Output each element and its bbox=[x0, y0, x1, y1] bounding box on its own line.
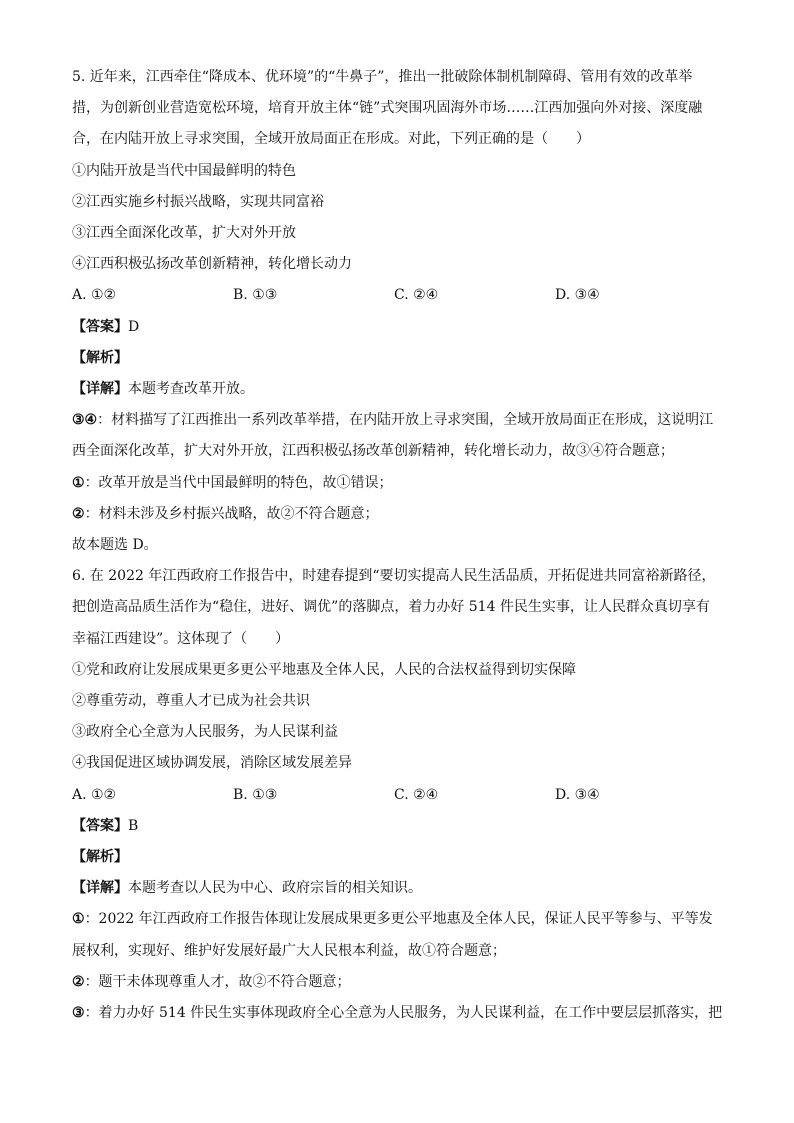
q6-stem-line: 6. 在 2022 年江西政府工作报告中，时建春提到“要切实提高人民生活品质，开拓促进共同富裕新路径， bbox=[72, 568, 716, 585]
q6-option-c: C. ②④ bbox=[394, 786, 439, 803]
document-page bbox=[72, 62, 724, 1029]
q5-option-b: B. ①③ bbox=[233, 287, 278, 304]
q5-item: ③江西全面深化改革，扩大对外开放 bbox=[72, 225, 296, 242]
detail-text: 本题考查以人民为中心、政府宗旨的相关知识。 bbox=[128, 880, 422, 897]
detail-label: 【详解】 bbox=[72, 880, 128, 897]
q6-stem-line: 幸福江西建设”。这体现了（ ） bbox=[72, 630, 290, 647]
explanation-mark: ③ bbox=[72, 1005, 85, 1022]
q5-item: ④江西积极弘扬改革创新精神，转化增长动力 bbox=[72, 256, 352, 273]
answer-label: 【答案】 bbox=[72, 817, 128, 834]
q5-analysis-label: 【解析】 bbox=[72, 349, 128, 366]
q6-item: ③政府全心全意为人民服务，为人民谋利益 bbox=[72, 724, 338, 741]
q5-detail bbox=[72, 374, 724, 405]
q6-explanation bbox=[72, 967, 724, 998]
q5-explanation bbox=[72, 499, 724, 530]
q5-option-c: C. ②④ bbox=[394, 287, 439, 304]
q5-option-d: D. ③④ bbox=[555, 287, 600, 304]
explanation-mark: ① bbox=[72, 911, 85, 928]
q5-option-a: A. ①② bbox=[72, 287, 117, 304]
explanation-text: ：材料未涉及乡村振兴战略，故②不符合题意； bbox=[84, 505, 379, 522]
q6-item: ②尊重劳动，尊重人才已成为社会共识 bbox=[72, 693, 310, 710]
explanation-mark: ② bbox=[72, 973, 85, 990]
q5-stem-line: 5. 近年来，江西牵住“降成本、优环境”的“牛鼻子”，推出一批破除体制机制障碍、管用有效的改革举 bbox=[72, 69, 693, 85]
q6-item: ④我国促进区域协调发展，消除区域发展差异 bbox=[72, 755, 352, 772]
q6-explanation bbox=[72, 904, 724, 935]
answer-value: B bbox=[128, 817, 139, 834]
q6-stem-line: 把创造高品质生活作为“稳住，进好、调优”的落脚点，着力办好 514 件民生实事，让人民群众真切享有 bbox=[72, 599, 710, 616]
q5-item: ②江西实施乡村振兴战略，实现共同富裕 bbox=[72, 193, 324, 210]
explanation-text: ：材料描写了江西推出一系列改革举措，在内陆开放上寻求突围，全域开放局面正在形成，这说明江 bbox=[97, 412, 714, 429]
q5-stem-line: 措，为创新创业营造宽松环境，培育开放主体“链”式突围巩固海外市场……江西加强向外对接、深度融 bbox=[72, 100, 703, 117]
explanation-text: ：题干未体现尊重人才，故②不符合题意； bbox=[84, 973, 351, 990]
explanation-text: 展权利，实现好、维护好发展好最广大人民根本利益，故①符合题意； bbox=[72, 942, 506, 959]
explanation-mark: ③④ bbox=[72, 412, 98, 429]
q6-options bbox=[72, 780, 724, 811]
q6-option-a: A. ①② bbox=[72, 786, 117, 803]
q5-options bbox=[72, 280, 724, 311]
detail-label: 【详解】 bbox=[72, 381, 128, 398]
question-6 bbox=[72, 561, 724, 1029]
explanation-mark: ② bbox=[72, 505, 85, 522]
q6-detail bbox=[72, 873, 724, 904]
detail-text: 本题考查改革开放。 bbox=[128, 381, 254, 398]
explanation-text: ：着力办好 514 件民生实事体现政府全心全意为人民服务，为人民谋利益，在工作中要层层抓落实，把 bbox=[84, 1005, 723, 1022]
q5-answer bbox=[72, 312, 724, 343]
q5-explanation bbox=[72, 436, 724, 467]
q5-explanation bbox=[72, 405, 724, 436]
q5-item: ①内陆开放是当代中国最鲜明的特色 bbox=[72, 162, 296, 179]
answer-label: 【答案】 bbox=[72, 318, 128, 335]
q6-item: ①党和政府让发展成果更多更公平地惠及全体人民，人民的合法权益得到切实保障 bbox=[72, 661, 576, 678]
q6-explanation bbox=[72, 936, 724, 967]
q6-option-b: B. ①③ bbox=[233, 786, 278, 803]
explanation-text: ：改革开放是当代中国最鲜明的特色，故①错误； bbox=[84, 474, 393, 491]
answer-value: D bbox=[128, 318, 140, 335]
q5-explanation bbox=[72, 468, 724, 499]
q5-conclusion: 故本题选 D。 bbox=[72, 537, 158, 554]
question-5 bbox=[72, 62, 724, 561]
q6-analysis-label: 【解析】 bbox=[72, 849, 128, 866]
explanation-text: ：2022 年江西政府工作报告体现让发展成果更多更公平地惠及全体人民，保证人民平等参与、平等发 bbox=[84, 911, 713, 928]
q6-explanation bbox=[72, 998, 724, 1029]
q5-stem-line: 合，在内陆开放上寻求突围，全域开放局面正在形成。对此，下列正确的是（ ） bbox=[72, 131, 590, 148]
q6-option-d: D. ③④ bbox=[555, 786, 600, 803]
q6-answer bbox=[72, 811, 724, 842]
explanation-text: 西全面深化改革，扩大对外开放，江西积极弘扬改革创新精神，转化增长动力，故③④符合题意； bbox=[72, 443, 674, 460]
explanation-mark: ① bbox=[72, 474, 85, 491]
